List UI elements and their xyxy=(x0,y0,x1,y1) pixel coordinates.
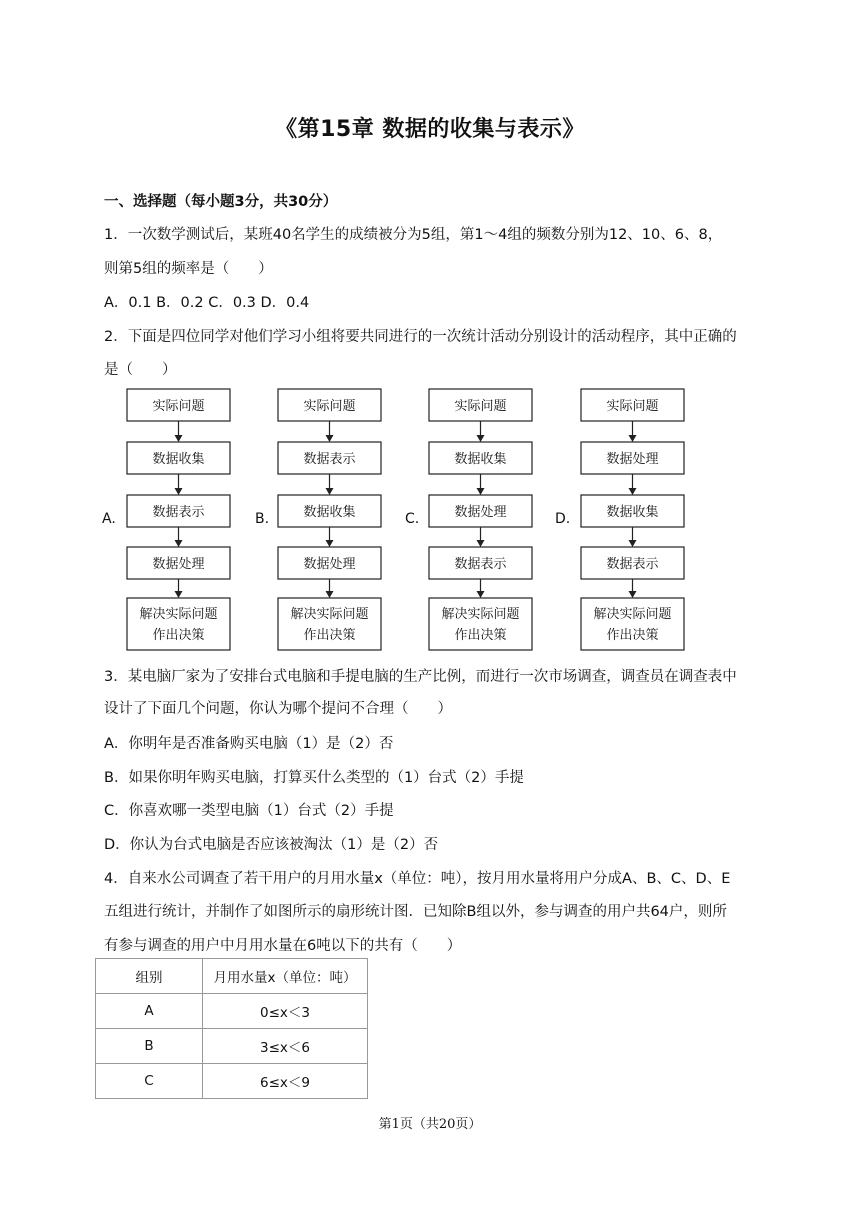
arrow-down-icon xyxy=(326,435,334,442)
table-header-cell: 月用水量x（单位：吨） xyxy=(203,959,368,994)
q3-option-c: C．你喜欢哪一类型电脑（1）台式（2）手提 xyxy=(104,803,394,819)
q3-text-line1: 3．某电脑厂家为了安排台式电脑和手提电脑的生产比例，而进行一次市场调查，调查员在调查表中 xyxy=(104,669,737,685)
flow-c-box-label: 数据表示 xyxy=(454,557,507,572)
page-footer: 第1页（共20页） xyxy=(378,1117,482,1132)
flow-a-final-label-line1: 解决实际问题 xyxy=(139,607,218,622)
q4-text-line3: 有参与调查的用户中月用水量在6吨以下的共有（ ） xyxy=(104,938,462,954)
section-heading: 一、选择题（每小题3分，共30分） xyxy=(104,194,338,210)
table-cell: A xyxy=(96,994,203,1029)
arrow-down-icon xyxy=(326,591,334,598)
flow-a-final-label-line2: 作出决策 xyxy=(152,628,205,643)
table-header-row xyxy=(96,959,368,994)
table-cell: C xyxy=(96,1064,203,1099)
flow-b-box-label: 数据表示 xyxy=(303,452,356,467)
q2-option-label-d: D. xyxy=(555,511,571,527)
arrow-down-icon xyxy=(629,488,637,495)
q2-text-line1: 2．下面是四位同学对他们学习小组将要共同进行的一次统计活动分别设计的活动程序，其中正确的 xyxy=(104,329,737,345)
flow-d-box-label: 数据收集 xyxy=(606,505,659,520)
q2-option-label-c: C. xyxy=(405,511,420,527)
q1-text-line2: 则第5组的频率是（ ） xyxy=(104,261,273,277)
flow-c-box-label: 数据处理 xyxy=(454,505,507,520)
q3-option-a: A．你明年是否准备购买电脑（1）是（2）否 xyxy=(104,736,394,752)
flow-b-box-label: 实际问题 xyxy=(303,399,356,414)
flow-d-box-label: 数据表示 xyxy=(606,557,659,572)
table-cell: 3≤x＜6 xyxy=(203,1029,368,1064)
arrow-down-icon xyxy=(477,591,485,598)
q1-text-line1: 1．一次数学测试后，某班40名学生的成绩被分为5组，第1～4组的频数分别为12、10、6、8， xyxy=(104,227,723,243)
flow-d-box-label: 数据处理 xyxy=(606,452,659,467)
flow-a-box-label: 实际问题 xyxy=(152,399,205,414)
q2-option-label-a: A. xyxy=(102,511,116,527)
flow-d-final-label-line1: 解决实际问题 xyxy=(593,607,672,622)
flow-b-final-label-line2: 作出决策 xyxy=(303,628,356,643)
q3-text-line2: 设计了下面几个问题，你认为哪个提问不合理（ ） xyxy=(104,701,452,717)
table-cell: 6≤x＜9 xyxy=(203,1064,368,1099)
q3-option-b: B．如果你明年购买电脑，打算买什么类型的（1）台式（2）手提 xyxy=(104,770,524,786)
flow-d-final-label-line2: 作出决策 xyxy=(606,628,659,643)
arrow-down-icon xyxy=(629,540,637,547)
flow-b-box-label: 数据收集 xyxy=(303,505,356,520)
arrow-down-icon xyxy=(477,540,485,547)
water-usage-table xyxy=(95,958,368,1099)
table-cell: B xyxy=(96,1029,203,1064)
q2-text-line2: 是（ ） xyxy=(104,362,177,378)
table-row xyxy=(96,1064,368,1099)
flow-a-box-label: 数据表示 xyxy=(152,505,205,520)
arrow-down-icon xyxy=(326,540,334,547)
arrow-down-icon xyxy=(175,488,183,495)
flow-d-box-label: 实际问题 xyxy=(606,399,659,414)
table-row xyxy=(96,1029,368,1064)
flow-a-box-label: 数据收集 xyxy=(152,452,205,467)
flow-c-box-label: 数据收集 xyxy=(454,452,507,467)
arrow-down-icon xyxy=(629,435,637,442)
page-title: 《第15章 数据的收集与表示》 xyxy=(275,117,585,142)
flow-c-box-label: 实际问题 xyxy=(454,399,507,414)
arrow-down-icon xyxy=(477,435,485,442)
flow-c-final-label-line1: 解决实际问题 xyxy=(441,607,520,622)
arrow-down-icon xyxy=(326,488,334,495)
arrow-down-icon xyxy=(477,488,485,495)
arrow-down-icon xyxy=(629,591,637,598)
table-cell: 0≤x＜3 xyxy=(203,994,368,1029)
q3-option-d: D．你认为台式电脑是否应该被淘汰（1）是（2）否 xyxy=(104,837,439,853)
arrow-down-icon xyxy=(175,540,183,547)
flow-b-box-label: 数据处理 xyxy=(303,557,356,572)
arrow-down-icon xyxy=(175,591,183,598)
q4-text-line1: 4．自来水公司调查了若干用户的月用水量x（单位：吨），按月用水量将用户分成A、B、C、D、E xyxy=(104,871,731,887)
flow-a-box-label: 数据处理 xyxy=(152,557,205,572)
flow-b-final-label-line1: 解决实际问题 xyxy=(290,607,369,622)
q1-options: A．0.1 B．0.2 C．0.3 D．0.4 xyxy=(104,295,310,311)
q2-option-label-b: B. xyxy=(255,511,270,527)
table-row xyxy=(96,994,368,1029)
q4-text-line2: 五组进行统计，并制作了如图所示的扇形统计图．已知除B组以外，参与调查的用户共64户，则所 xyxy=(104,904,727,920)
flow-c-final-label-line2: 作出决策 xyxy=(454,628,507,643)
table-header-cell: 组别 xyxy=(96,959,203,994)
arrow-down-icon xyxy=(175,435,183,442)
